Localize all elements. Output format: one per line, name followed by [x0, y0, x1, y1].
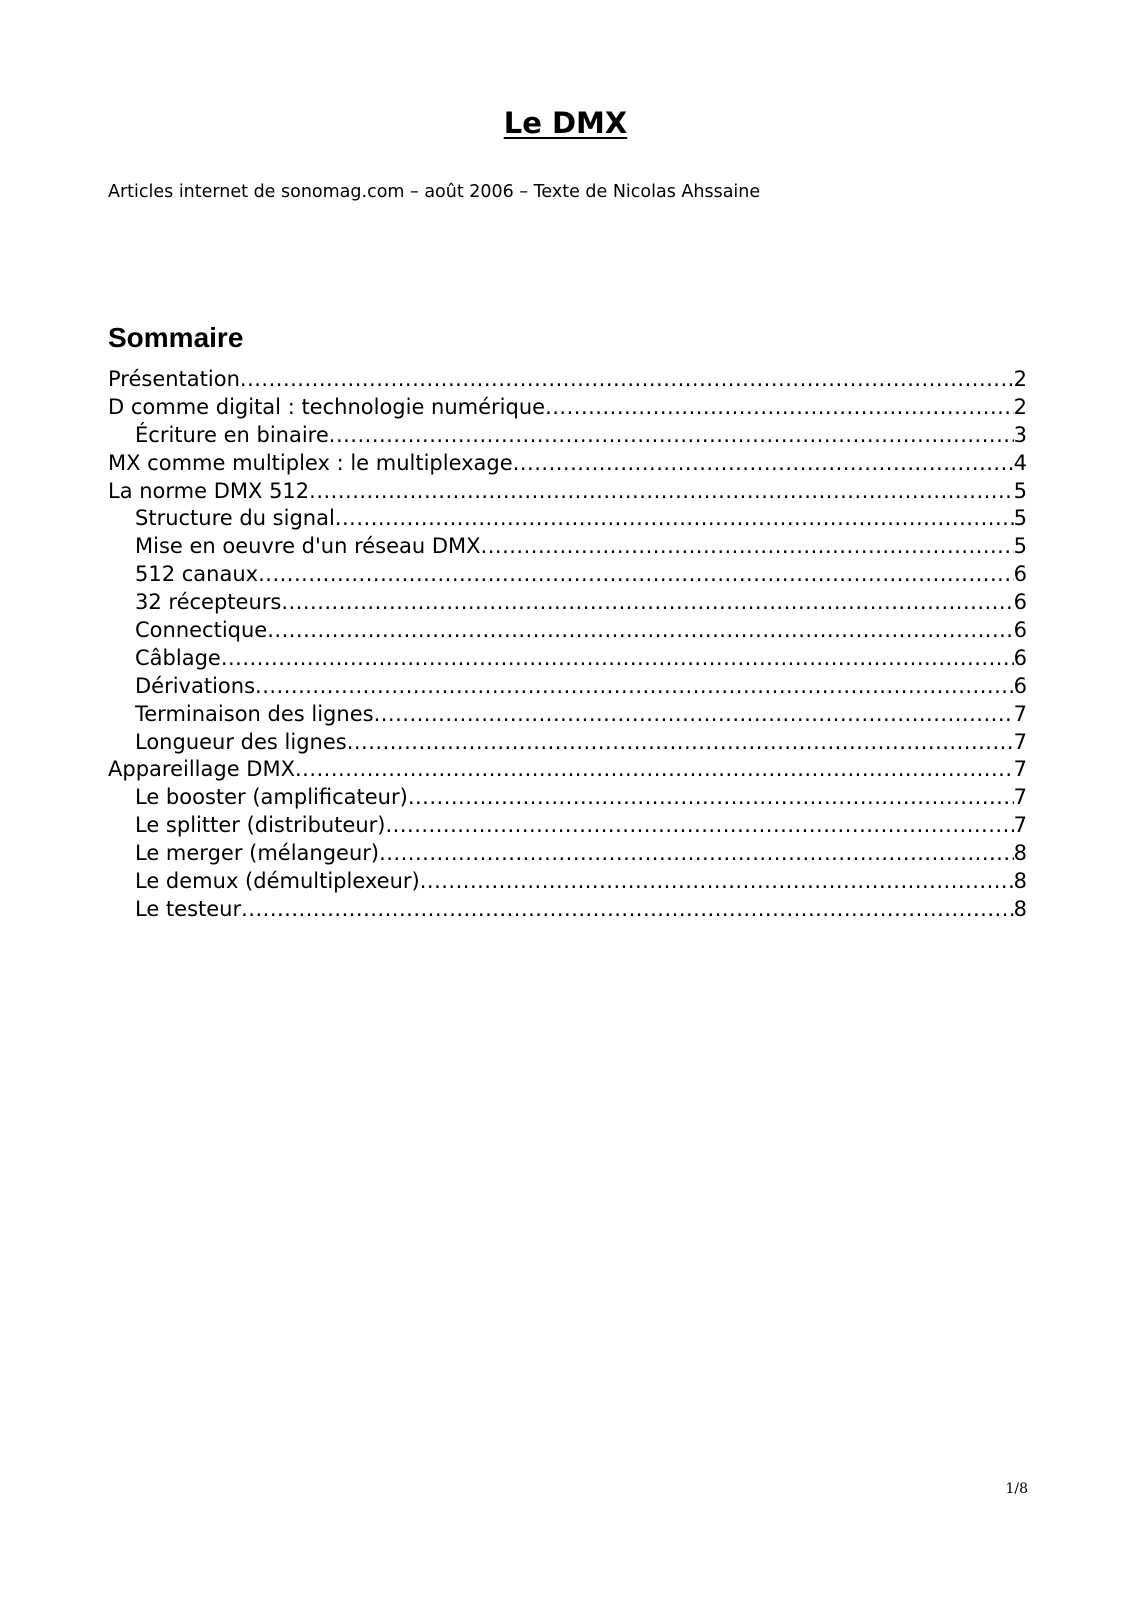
toc-entry-page: 5 [1013, 506, 1027, 531]
page-number: 1/8 [1005, 1481, 1028, 1497]
toc-dot-leader [347, 729, 1014, 757]
toc-dot-leader [379, 840, 1014, 868]
toc-dot-leader [420, 868, 1014, 896]
toc-entry-label: Écriture en binaire [135, 422, 329, 447]
toc-entry-page: 3 [1013, 422, 1027, 447]
toc-dot-leader [255, 673, 1014, 701]
toc-entry-page: 6 [1013, 618, 1027, 643]
toc-entry[interactable] [108, 478, 1027, 506]
table-of-contents [108, 366, 1027, 924]
toc-entry-label: Le splitter (distributeur) [135, 813, 386, 838]
toc-entry-page: 8 [1013, 869, 1027, 894]
toc-entry-page: 6 [1013, 645, 1027, 670]
toc-entry-label: Appareillage DMX [108, 757, 295, 782]
toc-entry-page: 2 [1013, 394, 1027, 419]
toc-entry-page: 7 [1013, 701, 1027, 726]
toc-entry-page: 6 [1013, 562, 1027, 587]
toc-dot-leader [258, 561, 1014, 589]
toc-dot-leader [513, 450, 1014, 478]
toc-entry-page: 6 [1013, 673, 1027, 698]
toc-entry[interactable] [108, 868, 1027, 896]
toc-dot-leader [545, 394, 1014, 422]
toc-entry[interactable] [108, 450, 1027, 478]
toc-dot-leader [374, 701, 1014, 729]
toc-dot-leader [335, 505, 1014, 533]
toc-entry-label: Présentation [108, 367, 240, 391]
toc-entry[interactable] [108, 394, 1027, 422]
toc-entry[interactable] [108, 701, 1027, 729]
toc-entry-page: 7 [1013, 813, 1027, 838]
toc-entry[interactable] [108, 505, 1027, 533]
toc-dot-leader [329, 422, 1014, 450]
toc-entry-page: 7 [1013, 785, 1027, 810]
toc-dot-leader [386, 812, 1014, 840]
document-subtitle: Articles internet de sonomag.com – août 2006 – Texte de Nicolas Ahssaine [108, 182, 761, 202]
toc-entry[interactable] [108, 840, 1027, 868]
toc-entry-label: Connectique [135, 618, 268, 643]
toc-entry-page: 4 [1013, 450, 1027, 475]
toc-entry-label: La norme DMX 512 [108, 478, 310, 503]
toc-entry[interactable] [108, 729, 1027, 757]
toc-entry-label: Longueur des lignes [135, 729, 347, 754]
toc-entry-page: 5 [1013, 478, 1027, 503]
toc-entry-label: Structure du signal [135, 506, 335, 531]
toc-entry-page: 7 [1013, 729, 1027, 754]
toc-dot-leader [221, 645, 1014, 673]
toc-entry[interactable] [108, 673, 1027, 701]
toc-entry-page: 2 [1013, 367, 1027, 391]
toc-entry[interactable] [108, 617, 1027, 645]
toc-dot-leader [408, 784, 1014, 812]
toc-entry-label: Mise en oeuvre d'un réseau DMX [135, 534, 481, 559]
toc-entry-label: 32 récepteurs [135, 590, 282, 615]
toc-entry-label: Terminaison des lignes [135, 701, 374, 726]
toc-entry[interactable] [108, 896, 1027, 924]
toc-entry-label: Le testeur [135, 896, 242, 921]
toc-entry[interactable] [108, 533, 1027, 561]
toc-dot-leader [281, 589, 1013, 617]
toc-dot-leader [267, 617, 1013, 645]
toc-entry-label: MX comme multiplex : le multiplexage [108, 450, 513, 475]
toc-entry-page: 5 [1013, 534, 1027, 559]
toc-entry-page: 6 [1013, 590, 1027, 615]
toc-entry[interactable] [108, 589, 1027, 617]
toc-dot-leader [481, 533, 1014, 561]
toc-heading: Sommaire [108, 322, 244, 353]
toc-entry-label: Le merger (mélangeur) [135, 841, 380, 866]
toc-entry[interactable] [108, 812, 1027, 840]
toc-entry[interactable] [108, 756, 1027, 784]
toc-entry-page: 8 [1013, 841, 1027, 866]
page-title: Le DMX [503, 106, 628, 140]
toc-dot-leader [295, 756, 1014, 784]
toc-dot-leader [241, 896, 1014, 924]
toc-entry-label: Le booster (amplificateur) [135, 785, 408, 810]
toc-entry-page: 8 [1013, 896, 1027, 921]
toc-entry-label: 512 canaux [135, 562, 259, 587]
toc-entry-label: Dérivations [135, 673, 256, 698]
toc-entry[interactable] [108, 366, 1027, 394]
toc-entry-label: D comme digital : technologie numérique [108, 394, 546, 419]
toc-entry[interactable] [108, 645, 1027, 673]
toc-entry-page: 7 [1013, 757, 1027, 782]
toc-entry-label: Câblage [135, 645, 221, 670]
toc-entry[interactable] [108, 561, 1027, 589]
toc-dot-leader [240, 366, 1014, 394]
toc-entry[interactable] [108, 422, 1027, 450]
toc-dot-leader [309, 478, 1013, 506]
toc-entry-label: Le demux (démultiplexeur) [135, 869, 420, 894]
toc-entry[interactable] [108, 784, 1027, 812]
